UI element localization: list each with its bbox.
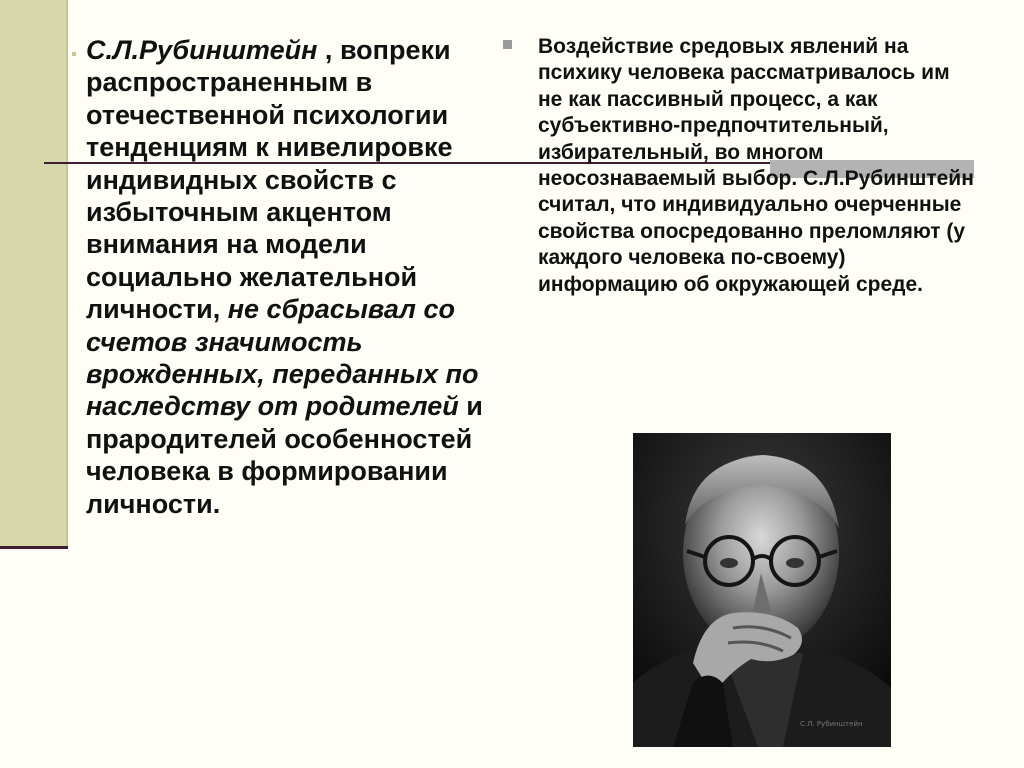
left-text-part2: и прародителей особенностей человека в формировании личности. [86,391,483,519]
right-paragraph: Воздействие средовых явлений на психику человека рассматривалось им не как пассивный процесс, а как субъективно-предпочтительный, избирательный, во многом неосознаваемый выбор. С.Л.Рубинштейн считал, что индивидуально очерченные свойства опосредованно преломляют (у каждого человека по-своему) информацию об окружающей среде. [538,35,974,296]
author-comma: , [317,35,333,65]
side-band [0,0,68,548]
left-paragraph [86,34,496,520]
left-text-italic: не сбрасывал со счетов значимость врожденных, переданных по наследству от родителей [86,294,479,422]
author-name: С.Л.Рубинштейн [86,35,318,65]
side-band-edge [66,0,68,548]
left-bullet-icon [72,52,76,56]
left-text-part1: вопреки распространенным в отечественной психологии тенденциям к нивелировке индивидных свойств с избыточным акцентом внимания на модели социально желательной личности, [86,35,453,325]
band-bottom-rule [0,546,68,549]
portrait-caption: С.Л. Рубинштейн [800,720,863,728]
portrait-photo [633,433,891,747]
right-bullet-icon [503,40,512,49]
portrait-illustration [633,433,891,747]
